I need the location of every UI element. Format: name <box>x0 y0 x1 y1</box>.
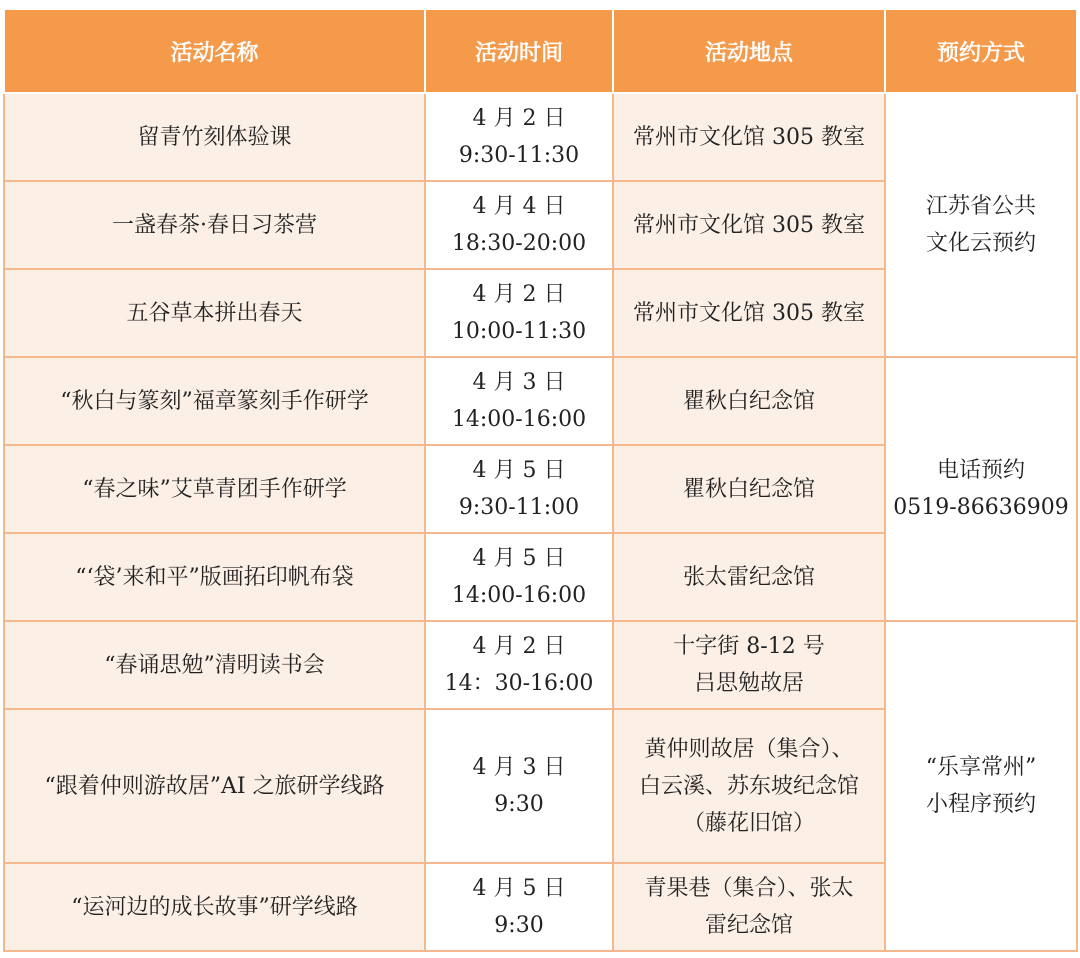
activity-place <box>613 533 885 621</box>
activity-name: “‘袋’来和平”版画拓印帆布袋 <box>4 533 425 621</box>
activity-name: “春之味”艾草青团手作研学 <box>4 445 425 533</box>
header-activity-time: 活动时间 <box>425 9 613 93</box>
activity-name: 一盏春茶·春日习茶营 <box>4 181 425 269</box>
activity-name: “春诵思勉”清明读书会 <box>4 621 425 709</box>
booking-method-line: “乐享常州” <box>925 755 1037 780</box>
activity-table <box>3 8 1078 952</box>
activity-time <box>425 445 613 533</box>
activity-place <box>613 621 885 709</box>
booking-method-cell <box>885 357 1077 621</box>
header-activity-place: 活动地点 <box>613 9 885 93</box>
booking-method-line: 小程序预约 <box>925 792 1036 817</box>
table-row <box>4 357 1077 445</box>
place-line: （藤花旧馆） <box>682 810 815 836</box>
place-line: 瞿秋白纪念馆 <box>682 476 815 502</box>
activity-hours: 9:30 <box>494 792 544 817</box>
activity-time <box>425 93 613 181</box>
activity-place <box>613 445 885 533</box>
activity-hours: 14:00-16:00 <box>451 407 587 432</box>
activity-place <box>613 269 885 357</box>
activity-name: 留青竹刻体验课 <box>4 93 425 181</box>
activity-date: 4 月 5 日 <box>472 458 566 483</box>
activity-name: “秋白与篆刻”福章篆刻手作研学 <box>4 357 425 445</box>
activity-time <box>425 533 613 621</box>
booking-method-line: 江苏省公共 <box>925 194 1036 219</box>
activity-date: 4 月 5 日 <box>472 876 566 901</box>
activity-date: 4 月 3 日 <box>472 370 566 395</box>
table-row <box>4 93 1077 181</box>
activity-date: 4 月 3 日 <box>472 755 566 780</box>
place-line: 青果巷（集合）、张太 <box>644 876 854 901</box>
activity-hours: 18:30-20:00 <box>451 231 587 256</box>
place-line: 白云溪、苏东坡纪念馆 <box>638 773 859 799</box>
activity-place <box>613 357 885 445</box>
activity-name: 五谷草本拼出春天 <box>4 269 425 357</box>
activity-hours: 9:30 <box>494 913 544 938</box>
place-line: 黄仲则故居（集合）、 <box>644 736 854 762</box>
activity-date: 4 月 4 日 <box>472 194 566 219</box>
place-line: 吕思勉故居 <box>693 671 804 696</box>
booking-method-cell <box>885 93 1077 357</box>
activity-time <box>425 181 613 269</box>
place-line: 张太雷纪念馆 <box>682 564 815 590</box>
place-line: 雷纪念馆 <box>704 913 793 938</box>
activity-date: 4 月 2 日 <box>472 634 566 659</box>
activity-date: 4 月 2 日 <box>472 106 566 131</box>
activity-time <box>425 269 613 357</box>
place-line: 十字街 8-12 号 <box>673 634 825 659</box>
booking-method-cell <box>885 621 1077 951</box>
booking-method-line: 文化云预约 <box>925 231 1036 256</box>
activity-date: 4 月 5 日 <box>472 546 566 571</box>
activity-time <box>425 709 613 863</box>
place-line: 常州市文化馆 305 教室 <box>633 212 865 238</box>
activity-name: “运河边的成长故事”研学线路 <box>4 863 425 951</box>
activity-hours: 14:00-16:00 <box>451 583 587 608</box>
activity-name: “跟着仲则游故居”AI 之旅研学线路 <box>4 709 425 863</box>
place-line: 常州市文化馆 305 教室 <box>633 300 865 326</box>
activity-place <box>613 709 885 863</box>
header-booking-method: 预约方式 <box>885 9 1077 93</box>
activity-place <box>613 863 885 951</box>
activity-time <box>425 621 613 709</box>
activity-time <box>425 357 613 445</box>
place-line: 瞿秋白纪念馆 <box>682 388 815 414</box>
header-activity-name: 活动名称 <box>4 9 425 93</box>
table-header-row <box>4 9 1077 93</box>
activity-hours: 9:30-11:00 <box>458 495 580 520</box>
activity-place <box>613 93 885 181</box>
place-line: 常州市文化馆 305 教室 <box>633 124 865 150</box>
table-row <box>4 621 1077 709</box>
activity-hours: 14：30-16:00 <box>444 671 594 696</box>
booking-method-line: 电话预约 <box>936 458 1025 483</box>
booking-method-line: 0519-86636909 <box>893 495 1069 520</box>
activity-hours: 9:30-11:30 <box>458 143 580 168</box>
activity-time <box>425 863 613 951</box>
activity-hours: 10:00-11:30 <box>451 319 587 344</box>
activity-place <box>613 181 885 269</box>
activity-date: 4 月 2 日 <box>472 282 566 307</box>
